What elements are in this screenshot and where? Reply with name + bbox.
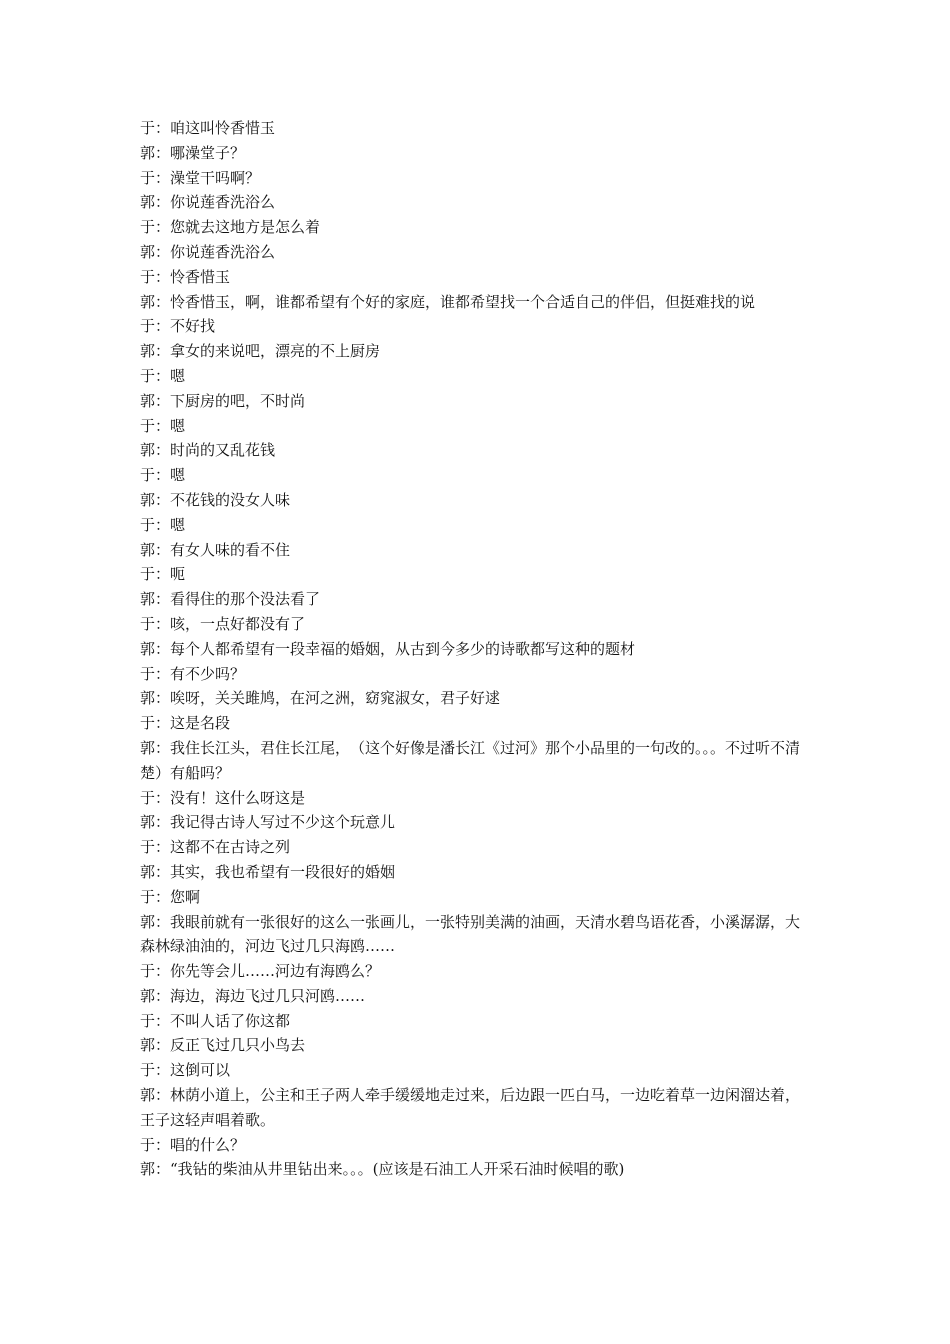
document-page (140, 116, 812, 1182)
dialogue-line: 郭：我记得古诗人写过不少这个玩意儿 (140, 813, 396, 832)
dialogue-line: 于：您就去这地方是怎么着 (140, 218, 321, 237)
dialogue-line: 郭：海边，海边飞过几只河鸥…… (140, 986, 366, 1005)
dialogue-line: 于：你先等会儿……河边有海鸥么？ (140, 962, 381, 981)
dialogue-line: 郭：不花钱的没女人味 (140, 490, 291, 509)
dialogue-line: 于：这倒可以 (140, 1061, 231, 1080)
dialogue-line: 于：这都不在古诗之列 (140, 838, 291, 857)
dialogue-line: 于：不好找 (140, 317, 216, 336)
dialogue-line: 于：这是名段 (140, 714, 231, 733)
dialogue-line: 郭：有女人味的看不住 (140, 540, 291, 559)
dialogue-line: 郭：林荫小道上，公主和王子两人牵手缓缓地走过来，后边跟一匹白马，一边吃着草一边闲溜达着，王子这轻声唱着歌。 (140, 1086, 801, 1129)
dialogue-line: 郭：下厨房的吧，不时尚 (140, 391, 306, 410)
dialogue-line: 郭：其实，我也希望有一段很好的婚姻 (140, 862, 396, 881)
dialogue-line: 于：嗯 (140, 416, 186, 435)
dialogue-line: 于：有不少吗？ (140, 664, 246, 683)
dialogue-line: 郭：我眼前就有一张很好的这么一张画儿，一张特别美满的油画，天清水碧鸟语花香，小溪潺潺，大森林绿油油的，河边飞过几只海鸥…… (140, 912, 801, 956)
dialogue-line: 于：唱的什么？ (140, 1135, 246, 1154)
dialogue-line: 郭：唉呀，关关雎鸠，在河之洲，窈窕淑女，君子好逑 (140, 689, 501, 708)
dialogue-line: 郭：怜香惜玉，啊，谁都希望有个好的家庭，谁都希望找一个合适自己的伴侣，但挺难找的说 (140, 292, 756, 311)
dialogue-line: 于：怜香惜玉 (140, 267, 231, 286)
dialogue-line: 于：嗯 (140, 515, 186, 534)
dialogue-line: 于：不叫人话了你这都 (140, 1011, 291, 1030)
dialogue-line: 于：您啊 (140, 887, 201, 906)
dialogue-line: 郭：反正飞过几只小鸟去 (140, 1036, 306, 1055)
dialogue-line: 于：咱这叫怜香惜玉 (140, 119, 276, 137)
dialogue-line: 郭：拿女的来说吧，漂亮的不上厨房 (140, 342, 381, 361)
dialogue-line: 于：嗯 (140, 366, 186, 385)
dialogue-line: 于：嗯 (140, 466, 186, 485)
dialogue-line: 郭：时尚的又乱花钱 (140, 441, 276, 460)
dialogue-line: 于：澡堂干吗啊？ (140, 168, 261, 187)
dialogue-line: 郭：“我钻的柴油从井里钻出来。。。(应该是石油工人开采石油时候唱的歌) (140, 1160, 625, 1179)
dialogue-line: 于：没有！这什么呀这是 (140, 788, 306, 807)
dialogue-line: 郭：看得住的那个没法看了 (140, 590, 321, 609)
dialogue-line: 郭：每个人都希望有一段幸福的婚姻，从古到今多少的诗歌都写这种的题材 (140, 639, 636, 658)
dialogue-line: 郭：哪澡堂子？ (140, 143, 246, 162)
dialogue-line: 郭：你说莲香洗浴么 (140, 193, 276, 212)
dialogue-line: 郭：你说莲香洗浴么 (140, 242, 276, 261)
dialogue-line: 于：咳，一点好都没有了 (140, 614, 306, 633)
dialogue-line: 郭：我住长江头，君住长江尾， （这个好像是潘长江《过河》那个小品里的一句改的。。。不过听不清楚）有船吗？ (140, 738, 801, 782)
dialogue-line: 于：呃 (140, 565, 186, 584)
